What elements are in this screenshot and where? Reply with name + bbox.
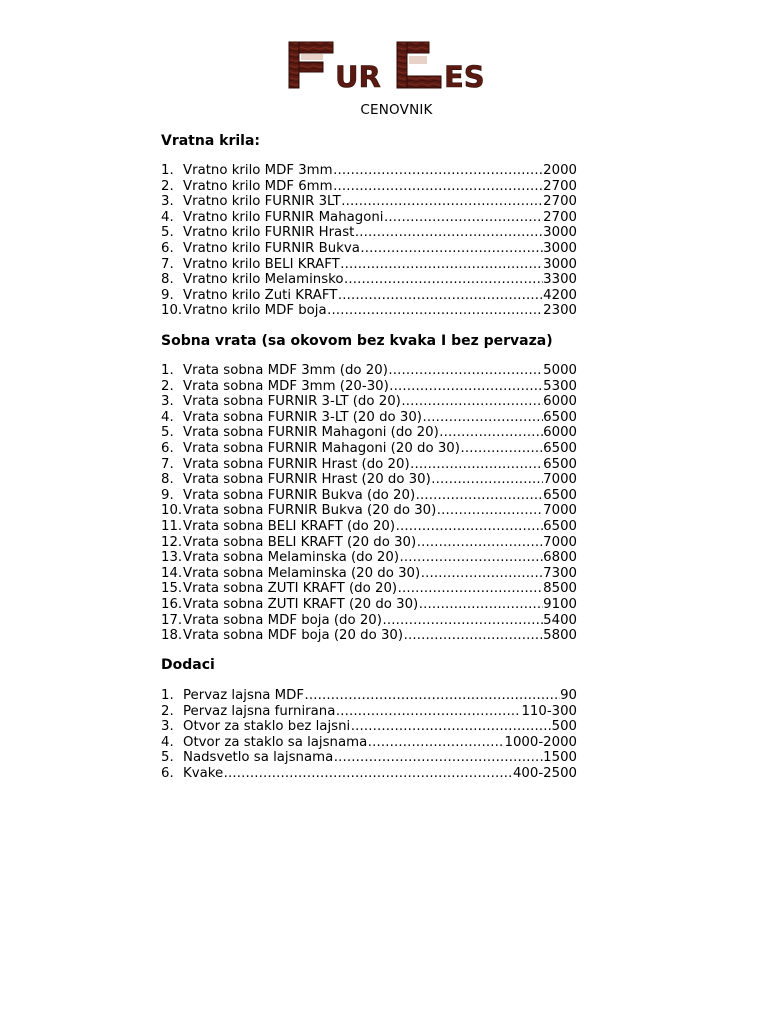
price-item bbox=[161, 425, 577, 441]
item-label: Vratno krilo FURNIR Hrast bbox=[183, 225, 355, 241]
item-price: 6500 bbox=[543, 440, 577, 456]
dot-leader bbox=[437, 503, 543, 519]
item-label: Vrata sobna BELI KRAFT (20 do 30) bbox=[183, 534, 417, 550]
item-number: 3. bbox=[161, 194, 174, 210]
item-price: 6500 bbox=[543, 518, 577, 534]
dot-leader bbox=[360, 241, 542, 257]
item-number: 8. bbox=[161, 272, 174, 288]
dot-leader bbox=[419, 597, 543, 613]
price-item bbox=[161, 472, 577, 488]
price-item bbox=[161, 503, 577, 519]
logo-letter-l bbox=[397, 42, 441, 88]
price-item bbox=[161, 288, 577, 304]
item-label: Vrata sobna FURNIR Hrast (20 do 30) bbox=[183, 472, 431, 488]
price-item bbox=[161, 379, 577, 395]
item-price: 7000 bbox=[543, 503, 577, 519]
dot-leader bbox=[417, 535, 543, 551]
dot-leader bbox=[333, 179, 543, 195]
price-list-dodaci bbox=[161, 688, 577, 782]
dot-leader bbox=[401, 394, 542, 410]
item-number: 8. bbox=[161, 472, 174, 488]
price-item bbox=[161, 550, 577, 566]
item-number: 13. bbox=[161, 550, 183, 566]
item-label: Vratno krilo FURNIR 3LT bbox=[183, 194, 341, 210]
item-number: 4. bbox=[161, 209, 174, 225]
item-price: 3000 bbox=[543, 225, 577, 241]
item-price: 2700 bbox=[543, 178, 577, 194]
dot-leader bbox=[421, 566, 543, 582]
item-price: 110-300 bbox=[521, 703, 577, 719]
price-item bbox=[161, 519, 577, 535]
item-number: 1. bbox=[161, 688, 174, 703]
price-item bbox=[161, 597, 577, 613]
item-price: 3300 bbox=[543, 272, 577, 288]
item-number: 4. bbox=[161, 734, 174, 750]
dot-leader bbox=[389, 379, 542, 395]
item-number: 9. bbox=[161, 287, 174, 303]
price-item bbox=[161, 441, 577, 457]
item-label: Vratno krilo BELI KRAFT bbox=[183, 256, 340, 272]
logo-letters-ur: UR bbox=[335, 60, 381, 92]
dot-leader bbox=[305, 688, 560, 704]
item-label: Vrata sobna FURNIR 3-LT (20 do 30) bbox=[183, 409, 422, 425]
item-label: Vrata sobna FURNIR Mahagoni (do 20) bbox=[183, 425, 439, 441]
price-item bbox=[161, 179, 577, 195]
item-number: 2. bbox=[161, 378, 174, 394]
price-item bbox=[161, 410, 577, 426]
dot-leader bbox=[384, 210, 543, 226]
dot-leader bbox=[327, 303, 543, 319]
price-item bbox=[161, 394, 577, 410]
item-price: 7300 bbox=[543, 565, 577, 581]
price-item bbox=[161, 688, 577, 704]
dot-leader bbox=[398, 581, 543, 597]
item-label: Otvor za staklo bez lajsni bbox=[183, 719, 351, 735]
dot-leader bbox=[351, 719, 551, 735]
price-list-vratna-krila bbox=[161, 163, 577, 319]
price-item bbox=[161, 257, 577, 273]
item-price: 6500 bbox=[543, 487, 577, 503]
item-label: Vratno krilo MDF 6mm bbox=[183, 178, 333, 194]
item-price: 2700 bbox=[543, 194, 577, 210]
item-number: 4. bbox=[161, 409, 174, 425]
price-item bbox=[161, 194, 577, 210]
logo-letter-f bbox=[289, 42, 333, 88]
item-label: Vrata sobna ŽUTI KRAFT (20 do 30) bbox=[183, 596, 419, 612]
item-label: Vrata sobna FURNIR Hrast (do 20) bbox=[183, 456, 410, 472]
item-label: Vrata sobna MDF 3mm (20-30) bbox=[183, 378, 389, 394]
item-number: 6. bbox=[161, 765, 174, 781]
dot-leader bbox=[340, 257, 542, 273]
dot-leader bbox=[431, 472, 542, 488]
logo-letters-es: ES bbox=[444, 60, 485, 92]
item-label: Vrata sobna MDF 3mm (do 20) bbox=[183, 363, 388, 378]
price-item bbox=[161, 363, 577, 379]
dot-leader bbox=[368, 735, 504, 751]
document-title: CENOVNIK bbox=[360, 102, 433, 118]
dot-leader bbox=[416, 488, 543, 504]
item-number: 7. bbox=[161, 456, 174, 472]
price-item bbox=[161, 272, 577, 288]
item-price: 3000 bbox=[543, 240, 577, 256]
item-price: 9100 bbox=[543, 596, 577, 612]
item-number: 2. bbox=[161, 178, 174, 194]
item-price: 7000 bbox=[543, 534, 577, 550]
item-label: Vrata sobna ŽUTI KRAFT (do 20) bbox=[183, 581, 398, 597]
item-label: Vratno krilo MDF 3mm bbox=[183, 163, 333, 178]
item-number: 11. bbox=[161, 518, 183, 534]
price-item bbox=[161, 613, 577, 629]
item-label: Vrata sobna MDF boja (20 do 30) bbox=[183, 628, 404, 644]
item-number: 7. bbox=[161, 256, 174, 272]
price-item bbox=[161, 750, 577, 766]
price-item bbox=[161, 535, 577, 551]
item-price: 2700 bbox=[543, 209, 577, 225]
item-number: 1. bbox=[161, 163, 174, 178]
company-logo bbox=[287, 40, 505, 92]
dot-leader bbox=[355, 225, 543, 241]
item-price: 5300 bbox=[543, 378, 577, 394]
item-number: 6. bbox=[161, 440, 174, 456]
price-item bbox=[161, 735, 577, 751]
price-item bbox=[161, 628, 577, 644]
item-label: Vrata sobna Melaminska (20 do 30) bbox=[183, 565, 421, 581]
logo-graphic bbox=[287, 40, 505, 92]
price-item bbox=[161, 163, 577, 179]
item-price: 500 bbox=[551, 719, 577, 735]
item-number: 1. bbox=[161, 363, 174, 378]
price-item bbox=[161, 766, 577, 782]
item-label: Vratno krilo FURNIR Mahagoni bbox=[183, 209, 384, 225]
dot-leader bbox=[344, 272, 543, 288]
dot-leader bbox=[336, 704, 521, 720]
item-label: Vrata sobna MDF boja (do 20) bbox=[183, 612, 382, 628]
item-number: 18. bbox=[161, 628, 183, 644]
item-label: Vrata sobna Melaminska (do 20) bbox=[183, 550, 400, 566]
section-heading-vratna-krila: Vratna krila: bbox=[161, 133, 261, 149]
item-price: 5000 bbox=[543, 363, 577, 378]
item-number: 10. bbox=[161, 503, 183, 519]
item-label: Nadsvetlo sa lajsnama bbox=[183, 750, 334, 766]
item-price: 5400 bbox=[543, 612, 577, 628]
item-number: 15. bbox=[161, 581, 183, 597]
section-heading-dodaci: Dodaci bbox=[161, 657, 215, 673]
item-price: 6800 bbox=[543, 550, 577, 566]
item-number: 6. bbox=[161, 240, 174, 256]
item-label: Vrata sobna BELI KRAFT (do 20) bbox=[183, 518, 396, 534]
price-item bbox=[161, 241, 577, 257]
price-item bbox=[161, 704, 577, 720]
dot-leader bbox=[439, 425, 542, 441]
price-item bbox=[161, 581, 577, 597]
item-label: Vratno krilo FURNIR Bukva bbox=[183, 240, 360, 256]
dot-leader bbox=[333, 163, 543, 179]
dot-leader bbox=[334, 750, 543, 766]
price-item bbox=[161, 719, 577, 735]
item-label: Vrata sobna FURNIR Bukva (do 20) bbox=[183, 487, 416, 503]
dot-leader bbox=[382, 613, 542, 629]
dot-leader bbox=[410, 457, 543, 473]
item-price: 4200 bbox=[543, 287, 577, 303]
item-price: 6500 bbox=[543, 456, 577, 472]
item-price: 1000-2000 bbox=[504, 734, 577, 750]
item-price: 2300 bbox=[543, 303, 577, 319]
item-label: Pervaz lajsna furnirana bbox=[183, 703, 336, 719]
item-price: 8500 bbox=[543, 581, 577, 597]
item-label: Vrata sobna FURNIR Bukva (20 do 30) bbox=[183, 503, 437, 519]
item-number: 5. bbox=[161, 425, 174, 441]
item-number: 10. bbox=[161, 303, 183, 319]
item-number: 5. bbox=[161, 750, 174, 766]
item-number: 9. bbox=[161, 487, 174, 503]
item-price: 6000 bbox=[543, 425, 577, 441]
dot-leader bbox=[400, 550, 543, 566]
section-heading-sobna-vrata: Sobna vrata (sa okovom bez kvaka I bez pervaza) bbox=[161, 333, 553, 349]
item-number: 16. bbox=[161, 596, 183, 612]
item-label: Vrata sobna FURNIR Mahagoni (20 do 30) bbox=[183, 440, 460, 456]
item-label: Vratno krilo MDF boja bbox=[183, 303, 327, 319]
item-price: 5800 bbox=[543, 628, 577, 644]
item-price: 1500 bbox=[543, 750, 577, 766]
price-item bbox=[161, 225, 577, 241]
item-price: 7000 bbox=[543, 472, 577, 488]
item-label: Otvor za staklo sa lajsnama bbox=[183, 734, 368, 750]
item-label: Vratno krilo Melaminsko bbox=[183, 272, 344, 288]
dot-leader bbox=[404, 628, 543, 644]
dot-leader bbox=[341, 194, 542, 210]
price-item bbox=[161, 210, 577, 226]
item-number: 14. bbox=[161, 565, 183, 581]
dot-leader bbox=[338, 288, 543, 304]
price-item bbox=[161, 488, 577, 504]
item-price: 6000 bbox=[543, 394, 577, 410]
item-number: 5. bbox=[161, 225, 174, 241]
item-number: 3. bbox=[161, 719, 174, 735]
item-price: 90 bbox=[560, 688, 577, 703]
item-label: Kvake bbox=[183, 765, 224, 781]
price-item bbox=[161, 566, 577, 582]
price-item bbox=[161, 457, 577, 473]
item-label: Pervaz lajsna MDF bbox=[183, 688, 305, 703]
price-list-sobna-vrata bbox=[161, 363, 577, 644]
item-price: 6500 bbox=[543, 409, 577, 425]
dot-leader bbox=[224, 766, 513, 782]
item-price: 2000 bbox=[543, 163, 577, 178]
item-number: 3. bbox=[161, 394, 174, 410]
item-label: Vratno krilo Žuti KRAFT bbox=[183, 287, 338, 303]
item-number: 17. bbox=[161, 612, 183, 628]
item-price: 400-2500 bbox=[512, 765, 577, 781]
item-number: 2. bbox=[161, 703, 174, 719]
dot-leader bbox=[460, 441, 542, 457]
item-price: 3000 bbox=[543, 256, 577, 272]
dot-leader bbox=[396, 519, 543, 535]
dot-leader bbox=[388, 363, 542, 379]
dot-leader bbox=[423, 410, 543, 426]
item-label: Vrata sobna FURNIR 3-LT (do 20) bbox=[183, 394, 401, 410]
item-number: 12. bbox=[161, 534, 183, 550]
price-item bbox=[161, 303, 577, 319]
